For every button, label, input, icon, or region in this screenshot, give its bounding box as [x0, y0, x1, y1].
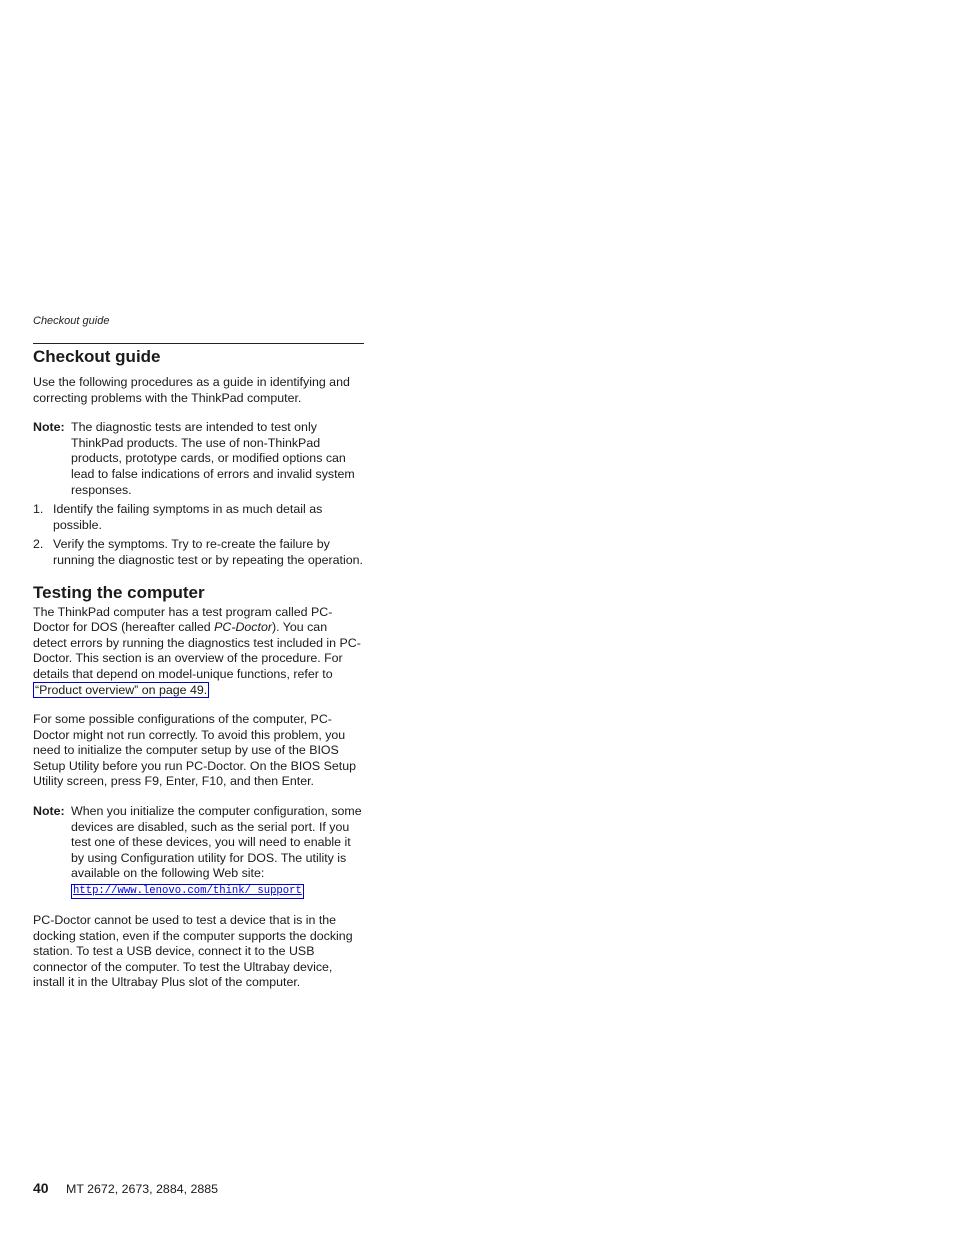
product-overview-link[interactable]: “Product overview” on page 49.	[35, 682, 208, 697]
step-number: 2.	[33, 537, 44, 552]
header-rule	[33, 343, 364, 344]
note-label: Note:	[33, 420, 65, 435]
testing-title: Testing the computer	[33, 582, 205, 602]
note-configuration	[33, 804, 364, 899]
list-item	[33, 537, 364, 568]
model-text: MT 2672, 2673, 2884, 2885	[66, 1182, 219, 1196]
testing-paragraph-3: PC-Doctor cannot be used to test a device that is in the docking station, even if the computer supports the docking station. To test a USB device, connect it to the USB connector of the computer. To test the Ultrabay device, install it in the Ultrabay Plus slot of the computer.	[33, 913, 353, 990]
pc-doctor-emphasis: PC-Doctor	[214, 620, 272, 635]
section-title: Checkout guide	[33, 347, 161, 366]
page-footer	[33, 1180, 218, 1196]
content-column	[33, 343, 364, 991]
note-label: Note:	[33, 804, 65, 819]
step-text: Verify the symptoms. Try to re-create the failure by running the diagnostic test or by repeating the operation.	[53, 537, 363, 567]
note-diagnostic	[33, 420, 364, 498]
support-url-link[interactable]: http://www.lenovo.com/think/ support	[73, 885, 302, 898]
list-item	[33, 502, 364, 533]
testing-paragraph-1	[33, 605, 364, 699]
note-config-text: When you initialize the computer configuration, some devices are disabled, such as the serial port. If you test one of these devices, you will need to enable it by using Configuration utility for DOS. The utility is available on the following Web site:	[71, 804, 362, 881]
note-text	[71, 804, 364, 899]
steps-list	[33, 502, 364, 568]
testing-paragraph-2: For some possible configurations of the computer, PC-Doctor might not run correctly. To avoid this problem, you need to initialize the computer setup by use of the BIOS Setup Utility before you run PC-Doctor. On the BIOS Setup Utility screen, press F9, Enter, F10, and then Enter.	[33, 712, 357, 789]
running-head: Checkout guide	[33, 315, 110, 327]
intro-paragraph: Use the following procedures as a guide in identifying and correcting problems with the ThinkPad computer.	[33, 375, 350, 405]
note-text: The diagnostic tests are intended to test only ThinkPad products. The use of non-ThinkPad products, prototype cards, or modified options can lead to false indications of errors and invalid system responses.	[71, 420, 355, 497]
step-text: Identify the failing symptoms in as much detail as possible.	[53, 502, 323, 532]
testing-p1-text-a: The ThinkPad computer has a test program called PC-Doctor for DOS (hereafter called	[33, 604, 333, 635]
step-number: 1.	[33, 502, 44, 517]
page-number: 40	[33, 1180, 49, 1196]
testing-p1-text-b: ). You can detect errors by running the diagnostics test included in PC-Doctor. This section is an overview of the procedure. For details that depend on model-unique functions, refer to	[33, 620, 361, 681]
